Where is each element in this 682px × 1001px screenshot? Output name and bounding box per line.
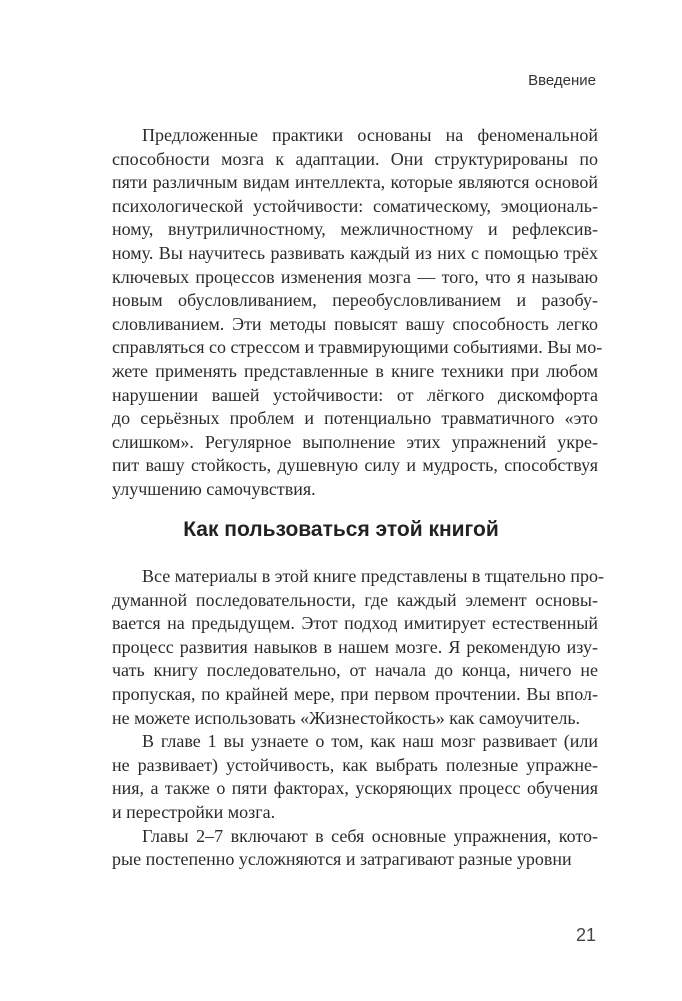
running-header: Введение	[528, 72, 596, 89]
text-line: новым обусловливанием, переобусловливанием и разобу-	[112, 290, 598, 311]
paragraph-1	[112, 124, 603, 502]
text-line: В главе 1 вы узнаете о том, как наш мозг развивает (или	[142, 731, 598, 752]
text-line: чать книгу последовательно, от начала до конца, ничего не	[112, 660, 598, 681]
text-line: Главы 2–7 включают в себя основные упражнения, кото-	[142, 825, 598, 846]
text-line: психологической устойчивости: соматическому, эмоциональ-	[112, 195, 598, 216]
text-line: улучшению самочувствия.	[112, 478, 316, 499]
text-line: слишком». Регулярное выполнение этих упражнений укре-	[112, 431, 598, 452]
text-line: Предложенные практики основаны на феноменальной	[142, 125, 598, 145]
text-line: ному, внутриличностному, межличностному и рефлексив-	[112, 219, 598, 240]
text-line: вается на предыдущем. Этот подход имитирует естественный	[112, 613, 598, 634]
text-line: нарушении вашей устойчивости: от лёгкого дискомфорта	[112, 384, 598, 405]
text-line: не развивает) устойчивость, как выбрать полезные упражне-	[112, 754, 598, 775]
text-line: способности мозга к адаптации. Они структурированы по	[112, 148, 598, 169]
text-line: до серьёзных проблем и потенциально травматичного «это	[112, 408, 598, 429]
text-line: ключевых процессов изменения мозга — того, что я называю	[112, 266, 598, 287]
section-heading: Как пользоваться этой книгой	[183, 518, 499, 541]
paragraph-2	[112, 565, 604, 872]
page-number: 21	[575, 925, 596, 945]
text-line: пит вашу стойкость, душевную силу и мудрость, способствуя	[112, 455, 598, 476]
text-line: словливанием. Эти методы повысят вашу способность легко	[112, 313, 598, 334]
text-line: думанной последовательности, где каждый элемент основы-	[112, 589, 598, 610]
text-line: ния, а также о пяти факторах, ускоряющих процесс обучения	[112, 778, 598, 799]
text-line: пяти различным видам интеллекта, которые являются основой	[112, 172, 598, 193]
text-line: процесс развития навыков в нашем мозге. Я рекомендую изу-	[112, 636, 598, 657]
text-line: рые постепенно усложняются и затрагивают разные уровни	[112, 849, 572, 870]
text-line: справляться со стрессом и травмирующими событиями. Вы мо-	[112, 337, 603, 358]
text-line: жете применять представленные в книге техники при любом	[112, 360, 598, 381]
text-line: пропуская, по крайней мере, при первом прочтении. Вы впол-	[112, 683, 598, 704]
text-line: и перестройки мозга.	[112, 801, 276, 822]
text-line: Все материалы в этой книге представлены в тщательно про-	[142, 566, 604, 586]
text-line: не можете использовать «Жизнестойкость» как самоучитель.	[112, 707, 581, 728]
text-line: ному. Вы научитесь развивать каждый из них с помощью трёх	[112, 242, 598, 263]
